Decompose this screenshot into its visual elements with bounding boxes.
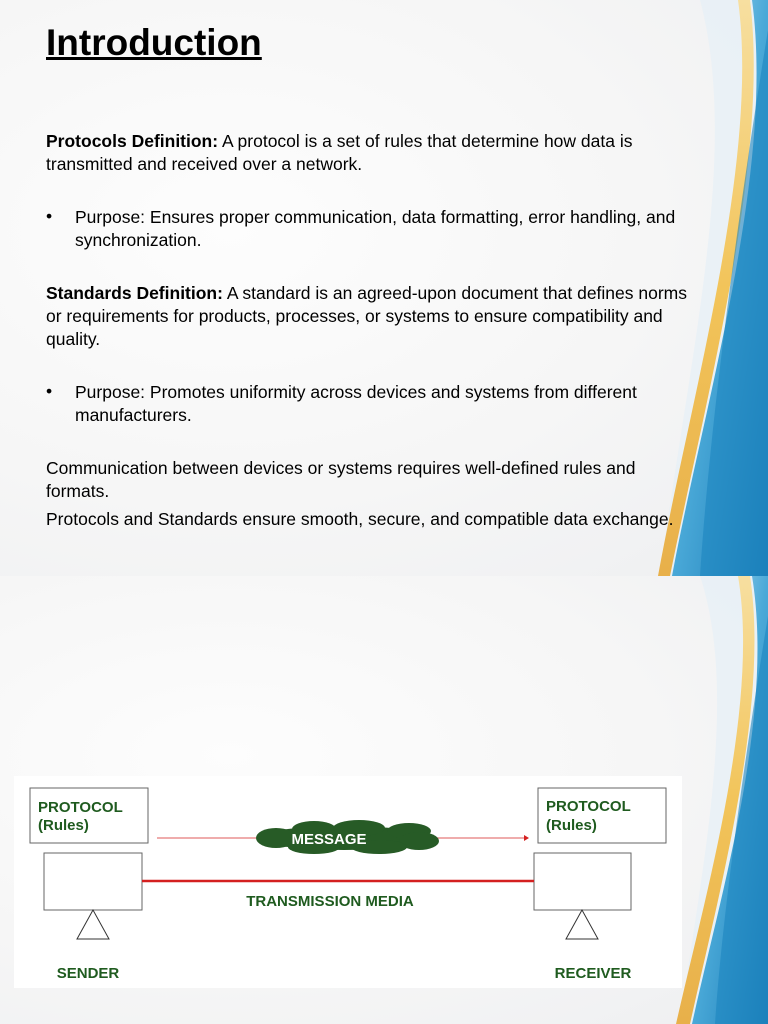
right-protocol-box <box>538 788 666 843</box>
protocols-definition <box>46 130 696 176</box>
left-protocol-title: PROTOCOL <box>38 799 123 816</box>
receiver-terminal <box>534 853 631 910</box>
slide-2 <box>0 576 768 1024</box>
right-protocol-title: PROTOCOL <box>546 798 631 815</box>
standards-text: A standard is an agreed-upon document that defines norms or requirements for products, processes, or systems to ensure compatibility and quality. <box>46 283 688 349</box>
standards-definition <box>46 282 696 351</box>
protocol-diagram <box>14 776 682 988</box>
protocols-label: Protocols Definition: <box>46 131 219 151</box>
slide-title: Introduction <box>46 22 262 63</box>
standards-label: Standards Definition: <box>46 283 223 303</box>
receiver-stand-icon <box>566 910 598 939</box>
right-protocol-subtitle: (Rules) <box>546 817 597 834</box>
standards-purpose-bullet <box>46 381 696 427</box>
protocols-purpose-bullet <box>46 206 696 252</box>
slide-body <box>46 130 696 531</box>
bullet-icon: • <box>46 381 53 401</box>
protocols-purpose-text: Purpose: Ensures proper communication, data formatting, error handling, and synchronization. <box>75 207 676 250</box>
sender-terminal <box>44 853 142 910</box>
bullet-icon: • <box>46 206 53 226</box>
arrow-head-icon <box>524 835 529 841</box>
receiver-label: RECEIVER <box>554 965 632 982</box>
closing-line-2: Protocols and Standards ensure smooth, secure, and compatible data exchange. <box>46 509 674 529</box>
sender-label: SENDER <box>56 965 120 982</box>
message-label: MESSAGE <box>291 831 367 848</box>
standards-purpose-text: Purpose: Promotes uniformity across devices and systems from different manufacturers. <box>75 382 637 425</box>
left-protocol-subtitle: (Rules) <box>38 817 89 834</box>
sender-stand-icon <box>77 910 109 939</box>
closing-line-1: Communication between devices or systems requires well-defined rules and formats. <box>46 458 636 501</box>
transmission-media-label: TRANSMISSION MEDIA <box>246 893 414 910</box>
protocols-text: A protocol is a set of rules that determine how data is transmitted and received over a network. <box>46 131 633 174</box>
